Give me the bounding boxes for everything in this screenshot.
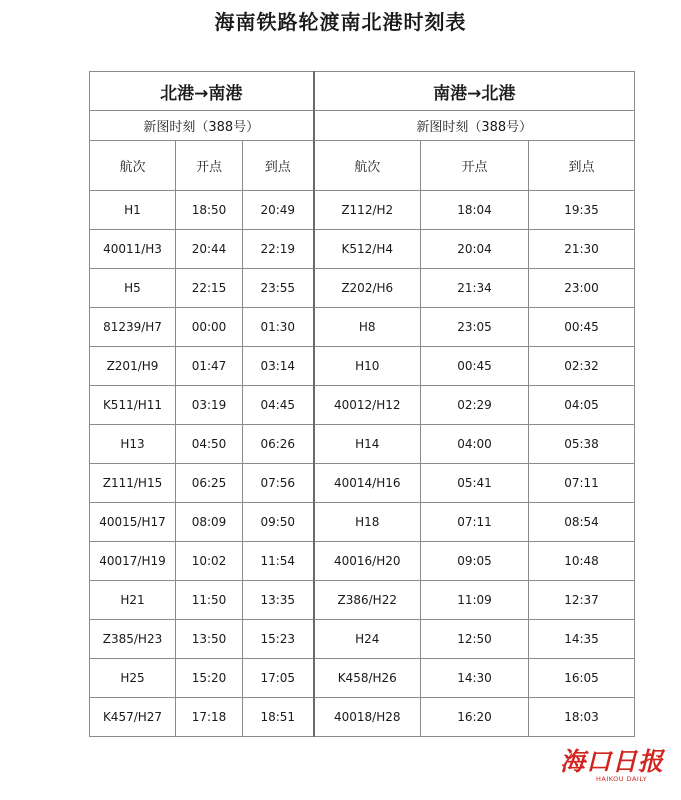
north-to-south-depart-cell: 18:50 [176, 191, 243, 230]
header-arrive: 到点 [243, 141, 314, 191]
north-to-south-voyage-cell: H1 [90, 191, 176, 230]
south-to-north-arrive-cell: 00:45 [529, 308, 635, 347]
haikou-daily-logo [560, 742, 672, 794]
north-to-south-arrive-cell: 15:23 [243, 620, 314, 659]
table-row [90, 308, 635, 347]
north-to-south-arrive-cell: 18:51 [243, 698, 314, 737]
north-to-south-arrive-cell: 03:14 [243, 347, 314, 386]
page-title: 海南铁路轮渡南北港时刻表 [214, 10, 467, 34]
table-row [90, 269, 635, 308]
north-to-south-depart-cell: 11:50 [176, 581, 243, 620]
table-row [90, 659, 635, 698]
table-row [90, 581, 635, 620]
direction-north-to-south: 北港→南港 [90, 72, 314, 111]
north-to-south-depart-cell: 03:19 [176, 386, 243, 425]
north-to-south-depart-cell: 20:44 [176, 230, 243, 269]
south-to-north-depart-cell: 21:34 [421, 269, 529, 308]
edition-label-right: 新图时刻（388号） [314, 111, 635, 141]
logo-subtitle: HAIKOU DAILY [596, 775, 648, 783]
south-to-north-depart-cell: 16:20 [421, 698, 529, 737]
south-to-north-depart-cell: 05:41 [421, 464, 529, 503]
south-to-north-voyage-cell: H14 [314, 425, 421, 464]
north-to-south-arrive-cell: 20:49 [243, 191, 314, 230]
north-to-south-voyage-cell: H25 [90, 659, 176, 698]
south-to-north-arrive-cell: 23:00 [529, 269, 635, 308]
south-to-north-voyage-cell: 40012/H12 [314, 386, 421, 425]
south-to-north-depart-cell: 23:05 [421, 308, 529, 347]
north-to-south-depart-cell: 01:47 [176, 347, 243, 386]
south-to-north-voyage-cell: Z386/H22 [314, 581, 421, 620]
south-to-north-voyage-cell: K512/H4 [314, 230, 421, 269]
table-row [90, 230, 635, 269]
table-row [90, 542, 635, 581]
north-to-south-voyage-cell: H5 [90, 269, 176, 308]
north-to-south-depart-cell: 10:02 [176, 542, 243, 581]
north-to-south-depart-cell: 22:15 [176, 269, 243, 308]
south-to-north-arrive-cell: 12:37 [529, 581, 635, 620]
south-to-north-voyage-cell: 40018/H28 [314, 698, 421, 737]
table-row [90, 698, 635, 737]
north-to-south-depart-cell: 06:25 [176, 464, 243, 503]
south-to-north-voyage-cell: H18 [314, 503, 421, 542]
south-to-north-arrive-cell: 18:03 [529, 698, 635, 737]
south-to-north-depart-cell: 02:29 [421, 386, 529, 425]
south-to-north-arrive-cell: 07:11 [529, 464, 635, 503]
north-to-south-voyage-cell: K457/H27 [90, 698, 176, 737]
north-to-south-arrive-cell: 09:50 [243, 503, 314, 542]
south-to-north-depart-cell: 07:11 [421, 503, 529, 542]
north-to-south-depart-cell: 04:50 [176, 425, 243, 464]
south-to-north-depart-cell: 20:04 [421, 230, 529, 269]
north-to-south-voyage-cell: 40011/H3 [90, 230, 176, 269]
south-to-north-arrive-cell: 02:32 [529, 347, 635, 386]
direction-south-to-north: 南港→北港 [314, 72, 635, 111]
south-to-north-voyage-cell: Z202/H6 [314, 269, 421, 308]
header-voyage: 航次 [90, 141, 176, 191]
south-to-north-voyage-cell: 40014/H16 [314, 464, 421, 503]
table-row [90, 503, 635, 542]
south-to-north-depart-cell: 12:50 [421, 620, 529, 659]
north-to-south-depart-cell: 15:20 [176, 659, 243, 698]
table-row [90, 464, 635, 503]
header-depart: 开点 [176, 141, 243, 191]
north-to-south-voyage-cell: 81239/H7 [90, 308, 176, 347]
north-to-south-arrive-cell: 22:19 [243, 230, 314, 269]
north-to-south-arrive-cell: 13:35 [243, 581, 314, 620]
south-to-north-depart-cell: 00:45 [421, 347, 529, 386]
south-to-north-voyage-cell: H8 [314, 308, 421, 347]
table-row [90, 386, 635, 425]
south-to-north-voyage-cell: 40016/H20 [314, 542, 421, 581]
south-to-north-arrive-cell: 19:35 [529, 191, 635, 230]
south-to-north-arrive-cell: 05:38 [529, 425, 635, 464]
north-to-south-depart-cell: 00:00 [176, 308, 243, 347]
south-to-north-voyage-cell: H24 [314, 620, 421, 659]
table-row [90, 347, 635, 386]
edition-label-left: 新图时刻（388号） [90, 111, 314, 141]
south-to-north-depart-cell: 14:30 [421, 659, 529, 698]
south-to-north-arrive-cell: 14:35 [529, 620, 635, 659]
north-to-south-voyage-cell: Z201/H9 [90, 347, 176, 386]
south-to-north-arrive-cell: 08:54 [529, 503, 635, 542]
south-to-north-depart-cell: 11:09 [421, 581, 529, 620]
table-row [90, 191, 635, 230]
north-to-south-arrive-cell: 06:26 [243, 425, 314, 464]
south-to-north-arrive-cell: 16:05 [529, 659, 635, 698]
north-to-south-arrive-cell: 23:55 [243, 269, 314, 308]
header-voyage: 航次 [314, 141, 421, 191]
north-to-south-voyage-cell: 40017/H19 [90, 542, 176, 581]
north-to-south-depart-cell: 17:18 [176, 698, 243, 737]
north-to-south-voyage-cell: 40015/H17 [90, 503, 176, 542]
north-to-south-voyage-cell: H21 [90, 581, 176, 620]
south-to-north-depart-cell: 09:05 [421, 542, 529, 581]
south-to-north-arrive-cell: 10:48 [529, 542, 635, 581]
south-to-north-voyage-cell: H10 [314, 347, 421, 386]
north-to-south-arrive-cell: 04:45 [243, 386, 314, 425]
header-arrive: 到点 [529, 141, 635, 191]
north-to-south-arrive-cell: 01:30 [243, 308, 314, 347]
south-to-north-voyage-cell: Z112/H2 [314, 191, 421, 230]
north-to-south-voyage-cell: K511/H11 [90, 386, 176, 425]
south-to-north-depart-cell: 18:04 [421, 191, 529, 230]
north-to-south-voyage-cell: Z385/H23 [90, 620, 176, 659]
north-to-south-voyage-cell: Z111/H15 [90, 464, 176, 503]
north-to-south-arrive-cell: 17:05 [243, 659, 314, 698]
north-to-south-depart-cell: 08:09 [176, 503, 243, 542]
south-to-north-arrive-cell: 04:05 [529, 386, 635, 425]
north-to-south-voyage-cell: H13 [90, 425, 176, 464]
header-depart: 开点 [421, 141, 529, 191]
table-row [90, 425, 635, 464]
south-to-north-voyage-cell: K458/H26 [314, 659, 421, 698]
logo-wordmark: 海口日报 [560, 747, 665, 776]
south-to-north-depart-cell: 04:00 [421, 425, 529, 464]
north-to-south-depart-cell: 13:50 [176, 620, 243, 659]
north-to-south-arrive-cell: 07:56 [243, 464, 314, 503]
south-to-north-arrive-cell: 21:30 [529, 230, 635, 269]
north-to-south-arrive-cell: 11:54 [243, 542, 314, 581]
timetable [89, 71, 635, 737]
table-row [90, 620, 635, 659]
